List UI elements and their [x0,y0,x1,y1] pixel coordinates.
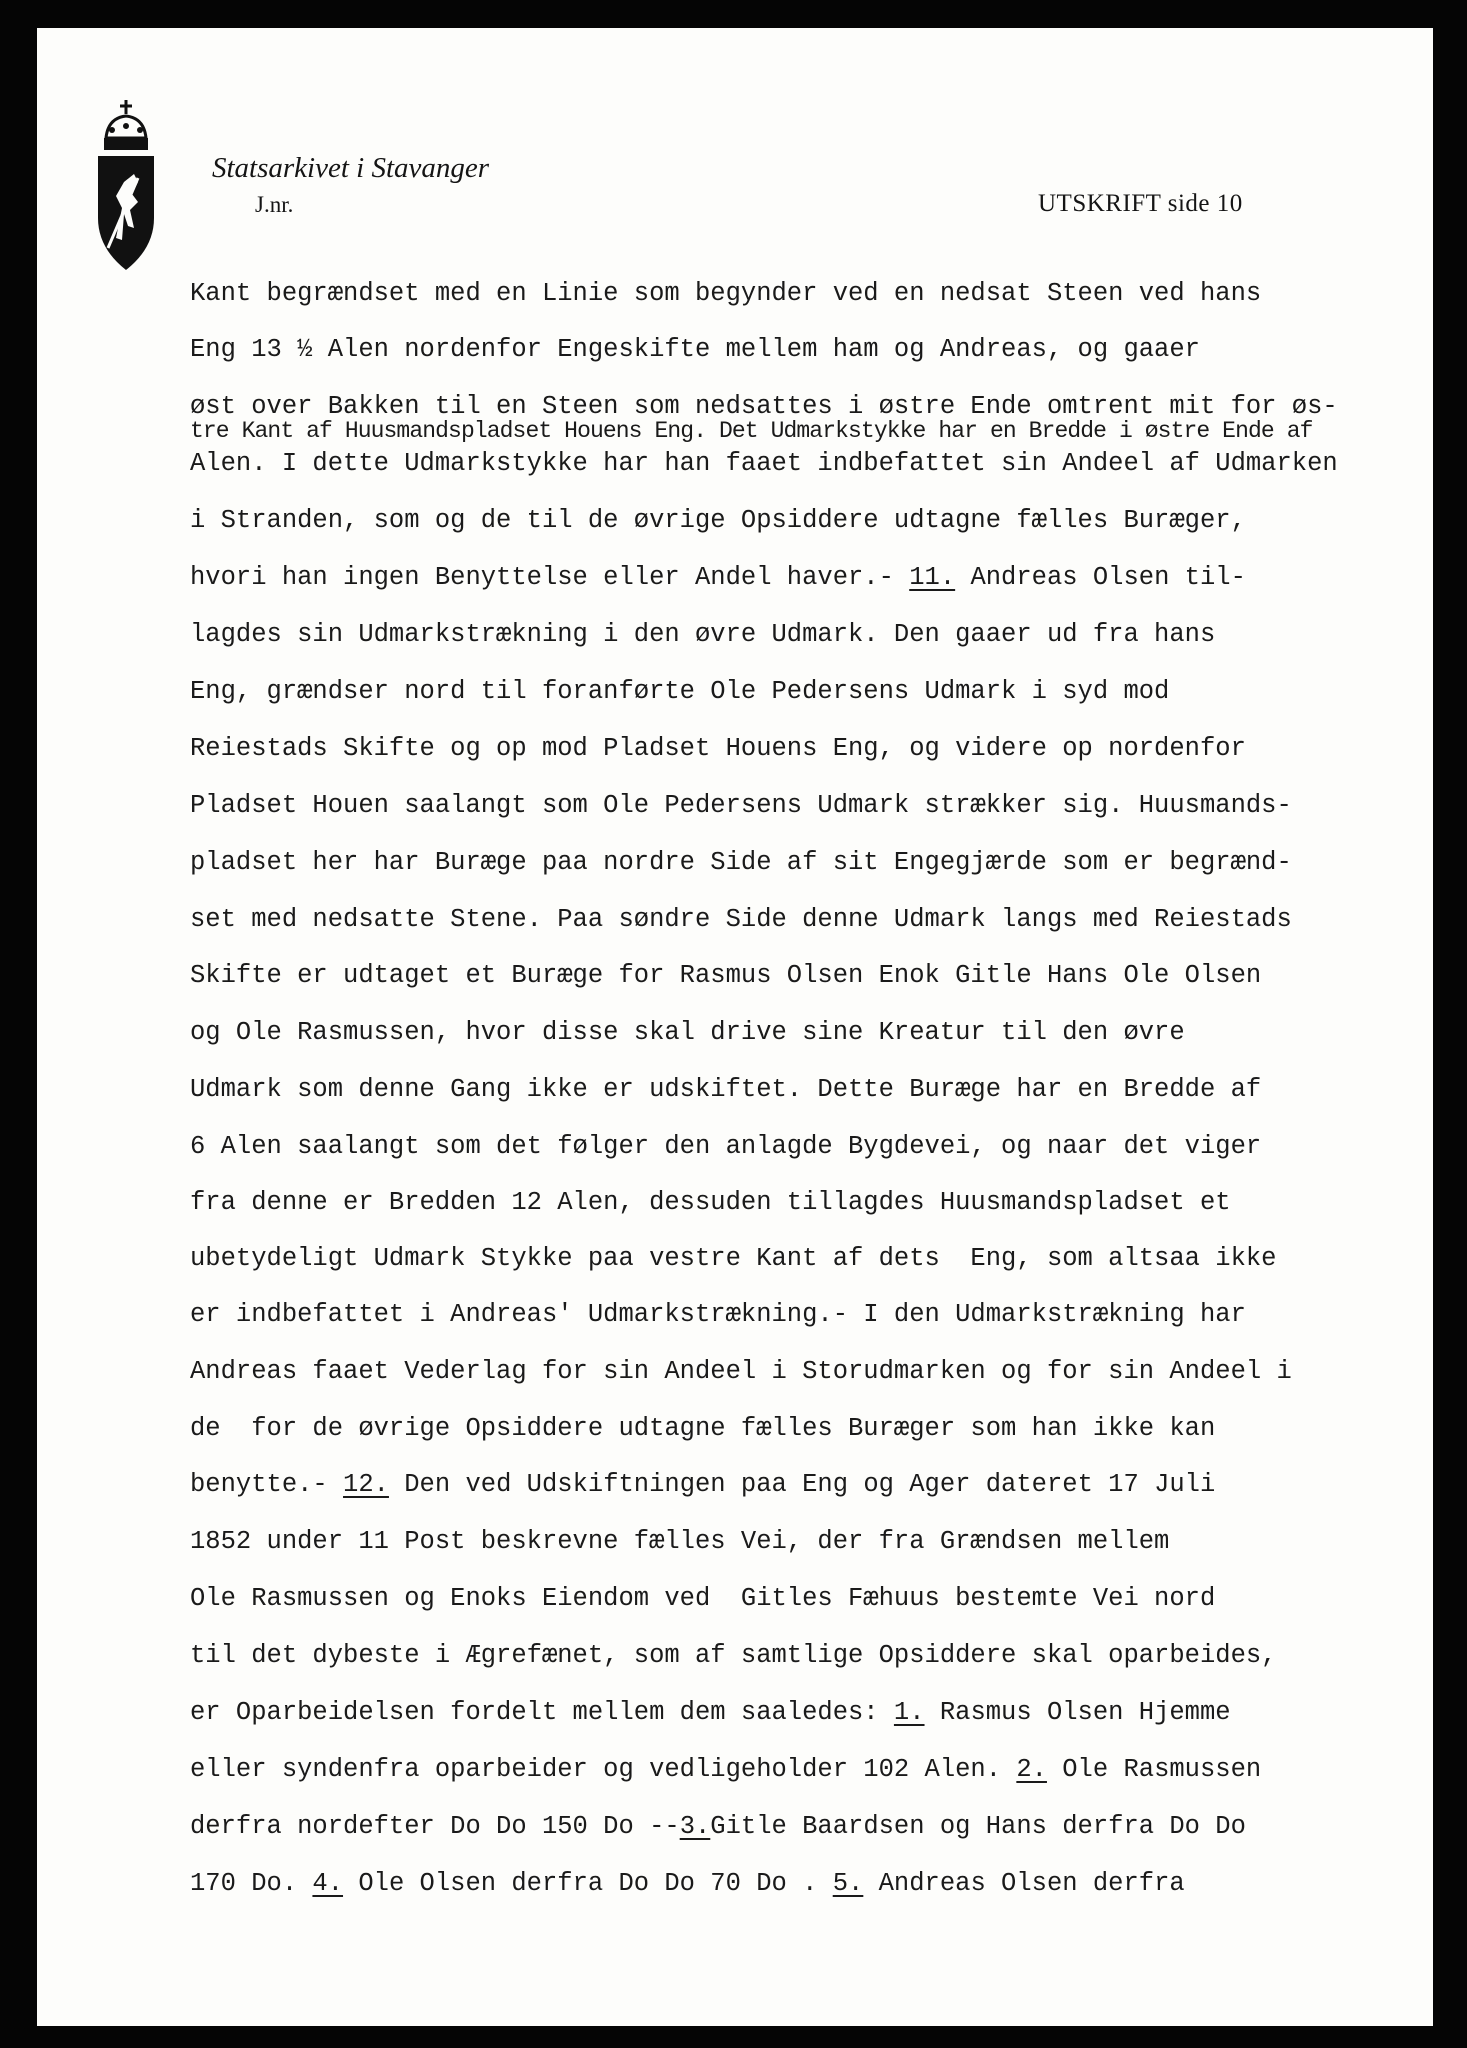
text-line: Skifte er udtaget et Buræge for Rasmus Olsen Enok Gitle Hans Ole Olsen [190,961,1262,990]
item-number: 1. [893,1698,925,1727]
text-line: set med nedsatte Stene. Paa søndre Side denne Udmark langs med Reiestads [190,905,1292,934]
text-line: Reiestads Skifte og op mod Pladset Houens Eng, og videre op nordenfor [190,734,1246,763]
text-line: pladset her har Buræge paa nordre Side af sit Engegjærde som er begrænd- [190,848,1292,877]
text-line: 6 Alen saalangt som det følger den anlagde Bygdevei, og naar det viger [190,1132,1262,1161]
text-line: fra denne er Bredden 12 Alen, dessuden tillagdes Huusmandspladset et [190,1188,1231,1217]
text-segment: Den ved Udskiftningen paa Eng og Ager dateret 17 Juli [388,1470,1216,1499]
text-segment: Rasmus Olsen Hjemme [924,1698,1231,1727]
text-segment: Andreas Olsen derfra [863,1869,1185,1898]
text-segment: Ole Olsen derfra Do Do 70 Do . [343,1869,833,1898]
text-line: Eng 13 ½ Alen nordenfor Engeskifte mellem ham og Andreas, og gaaer [190,335,1200,364]
text-line [190,565,1246,591]
text-line: Pladset Houen saalangt som Ole Pedersens Udmark strækker sig. Huusmands- [190,791,1292,820]
text-line: Alen. I dette Udmarkstykke har han faaet indbefattet sin Andeel af Udmarken [190,449,1338,478]
item-number: 5. [832,1869,864,1898]
text-line: og Ole Rasmussen, hvor disse skal drive sine Kreatur til den øvre [190,1018,1185,1047]
text-line: Kant begrændset med en Linie som begynder ved en nedsat Steen ved hans [190,279,1262,308]
transcript-page-label: UTSKRIFT side 10 [1038,190,1243,217]
text-line: til det dybeste i Ægrefænet, som af samtlige Opsiddere skal oparbeides, [190,1641,1277,1670]
text-segment: derfra nordefter Do Do 150 Do -- [190,1812,680,1841]
text-line: Eng, grændser nord til foranførte Ole Pedersens Udmark i syd mod [190,677,1170,706]
text-line [190,1700,1231,1726]
text-segment: benytte.- [190,1470,344,1499]
text-segment: eller syndenfra oparbeider og vedligeholder 102 Alen. [190,1755,1017,1784]
text-line: ubetydeligt Udmark Stykke paa vestre Kant af dets Eng, som altsaa ikke [190,1244,1277,1273]
text-line: Andreas faaet Vederlag for sin Andeel i Storudmarken og for sin Andeel i [190,1357,1292,1386]
text-line [190,1871,1185,1897]
text-line [190,1472,1215,1498]
item-number: 11. [909,563,956,592]
text-segment: 170 Do. [190,1869,313,1898]
item-number: 4. [312,1869,344,1898]
text-line [190,1814,1246,1840]
archive-name: Statsarkivet i Stavanger [212,152,490,184]
item-number: 12. [343,1470,389,1499]
text-line: i Stranden, som og de til de øvrige Opsiddere udtagne fælles Buræger, [190,506,1246,535]
text-segment: hvori han ingen Benyttelse eller Andel haver.- [190,563,910,592]
text-line: de for de øvrige Opsiddere udtagne fælles Buræger som han ikke kan [190,1414,1216,1443]
text-line-inserted: tre Kant af Huusmandspladset Houens Eng. Det Udmarkstykke har en Bredde i østre Ende af [190,418,1313,444]
text-line: øst over Bakken til en Steen som nedsattes i østre Ende omtrent mit for øs- [190,392,1338,421]
text-line: er indbefattet i Andreas' Udmarkstrækning.- I den Udmarkstrækning har [190,1300,1246,1329]
journal-number-label: J.nr. [255,192,294,217]
text-line: Ole Rasmussen og Enoks Eiendom ved Gitles Fæhuus bestemte Vei nord [190,1584,1216,1613]
text-line: lagdes sin Udmarkstrækning i den øvre Udmark. Den gaaer ud fra hans [190,620,1216,649]
text-segment: Andreas Olsen til- [955,563,1246,592]
text-line: Udmark som denne Gang ikke er udskiftet. Dette Buræge har en Bredde af [190,1075,1262,1104]
text-segment: Ole Rasmussen [1046,1755,1262,1784]
text-segment: er Oparbeidelsen fordelt mellem dem saaledes: [190,1698,894,1727]
item-number: 2. [1016,1755,1047,1784]
text-line [190,1757,1261,1783]
item-number: 3. [679,1812,711,1841]
norwegian-coat-of-arms-icon [94,98,158,274]
text-line: 1852 under 11 Post beskrevne fælles Vei, der fra Grændsen mellem [190,1527,1170,1556]
text-segment: Gitle Baardsen og Hans derfra Do Do [710,1812,1246,1841]
